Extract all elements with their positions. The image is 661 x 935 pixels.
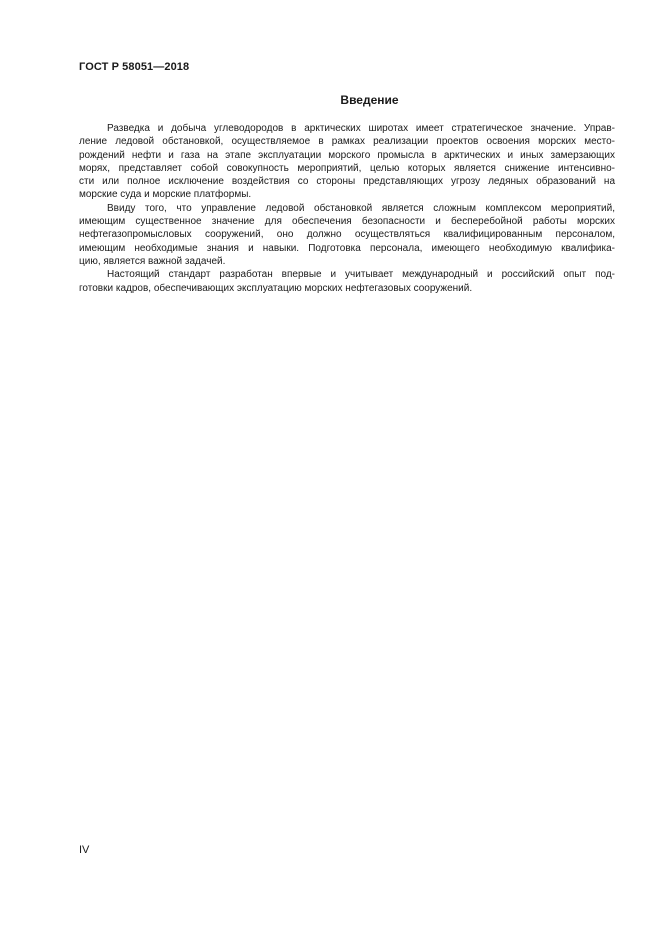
paragraph-1 (79, 122, 615, 202)
introduction-body (79, 122, 615, 295)
text-line: Разведка и добыча углеводородов в арктических широтах имеет стратегическое значение. Управ- (107, 123, 615, 134)
text-line: нефтегазопромысловых сооружений, оно должно осуществляться квалифицированным персоналом, (79, 229, 615, 241)
text-line: сти или полное исключение воздействия со стороны представляющих угрозу ледяных образований на (79, 176, 615, 188)
paragraph-3 (79, 268, 615, 295)
text-line: Ввиду того, что управление ледовой обстановкой является сложным комплексом мероприятий, (107, 202, 615, 214)
text-line: готовки кадров, обеспечивающих эксплуатацию морских нефтегазовых сооружений. (79, 282, 473, 294)
text-line: рождений нефти и газа на этапе эксплуатации морского промысла в арктических и иных замерзающих (79, 149, 615, 161)
text-line: Настоящий стандарт разработан впервые и учитывает международный и российский опыт под- (107, 269, 615, 281)
standard-code-header: ГОСТ Р 58051—2018 (79, 61, 190, 73)
paragraph-2 (79, 202, 615, 268)
text-line: имеющим существенное значение для обеспечения безопасности и бесперебойной работы морских (79, 216, 615, 228)
text-line: морях, представляет собой совокупность мероприятий, целью которых является снижение интенсивно- (79, 162, 615, 174)
text-line: имеющим необходимые знания и навыки. Подготовка персонала, имеющего необходимую квалифика- (79, 242, 615, 254)
text-line: цию, является важной задачей. (79, 255, 226, 267)
page-number: IV (79, 844, 90, 856)
section-title: Введение (340, 93, 399, 107)
text-line: морские суда и морские платформы. (79, 189, 252, 201)
text-line: ление ледовой обстановкой, осуществляемое в рамках реализации проектов освоения морских место- (79, 136, 615, 148)
